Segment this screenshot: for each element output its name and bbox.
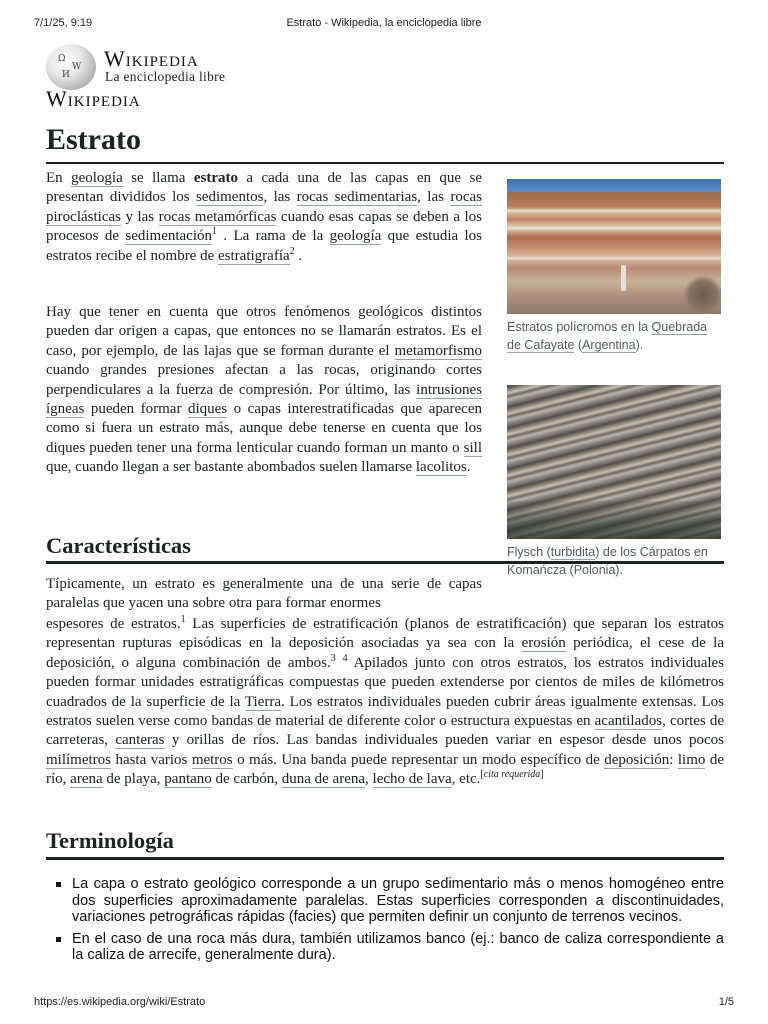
text: de playa, [102,771,165,788]
text: . La rama de la [217,228,330,245]
reference-1[interactable]: 1 [212,226,217,238]
reference-2[interactable]: 2 [289,245,295,257]
link-quebrada-de-cafayate[interactable]: Quebrada de Cafayate [507,320,708,352]
link-rocas-metamorficas[interactable]: rocas metamórficas [158,208,277,225]
person-figure [621,265,626,291]
figure-caption [507,318,721,354]
bold-term-estrato: estrato [193,170,238,186]
text: Las superficies de estratificación (planos de estratificación) que separan los estratos representan rupturas episódicas en la deposición asociadas ya sea con la [46,616,724,652]
text: , [365,771,373,788]
terminology-list [56,876,724,969]
link-deposicion[interactable]: deposición [604,751,670,768]
text: Hay que tener en cuenta que otros fenómenos geológicos distintos pueden dar origen a capas, que entonces no se llamarán estratos. Es el caso, por ejemplo, de las lajas que se forman durante el [46,304,482,359]
link-argentina[interactable]: Argentina [582,338,636,352]
text: o capas interestratificadas que aparecen como si fuera un estrato más, aunque debe tenerse en cuenta que los diques pueden tener una forma lenticular cuando forman un manto o [46,401,482,456]
text: : [669,751,678,768]
link-tierra[interactable]: Tierra [244,693,282,710]
text: Estratos polícromos en la [507,320,652,334]
figure-quebrada-de-cafayate [507,179,721,354]
section-heading-caracteristicas: Características [46,533,191,558]
wikipedia-globe-icon: Ω W И [46,44,96,90]
bullet-icon [56,882,61,887]
link-erosion[interactable]: erosión [521,635,566,652]
paragraph-fenomenos [46,303,482,478]
text: . [294,247,303,264]
text: En [46,170,72,186]
link-canteras[interactable]: canteras [115,732,165,749]
wikipedia-logo[interactable] [46,42,246,111]
text: Apilados junto con otros estratos, los estratos individuales pueden formar unidades estratigráficas compuestas que pueden extenderse por cientos de miles de kilómetros cuadrados de la superficie de la [46,654,725,710]
text: , etc. [451,771,481,788]
print-url: https://es.wikipedia.org/wiki/Estrato [34,996,206,1008]
link-sedimentos[interactable]: sedimentos [195,189,264,206]
section-heading-terminologia: Terminología [46,828,174,853]
link-metros[interactable]: metros [191,751,233,768]
print-header [34,17,734,31]
text: . [466,459,471,476]
list-item-text: En el caso de una roca más dura, también utilizamos banco (ej.: banco de caliza correspondiente a la caliza de arrecife, generalmente dura). [72,930,724,964]
link-lacolitos[interactable]: lacolitos [415,459,467,476]
text: de carbón, [211,771,282,788]
bullet-icon [56,937,61,942]
text: cuando esas capas se deben a los procesos de [46,208,482,245]
text: se llama [122,170,194,186]
link-sedimentacion[interactable]: sedimentación [125,228,212,245]
text: a cada una de las capas en que se presentan divididos los [46,170,482,206]
flysch-photo[interactable] [507,385,721,539]
citation-needed[interactable] [480,769,543,780]
text: de río, [46,751,724,788]
link-rocas-sedimentarias[interactable]: rocas sedimentarias [296,189,418,206]
page-count: 1/5 [718,996,734,1008]
link-intrusiones-igneas[interactable]: intrusiones ígneas [46,381,482,418]
text: que estudia los estratos recibe el nombre de [46,228,482,264]
link-limo[interactable]: limo [677,751,706,768]
link-acantilados[interactable]: acantilados [594,713,663,730]
text: Flysch ( [507,545,551,559]
link-geologia-2[interactable]: geología [329,228,382,245]
text: , cortes de carreteras, [46,713,724,749]
bracket: [ [480,769,484,781]
text: . Los estratos individuales pueden cubrir áreas igualmente extensas. Los estratos suelen verse como bandas de material de diferente color o estructura expuestas en [46,693,724,730]
intro-paragraph [46,169,482,266]
link-geologia[interactable]: geología [71,170,123,186]
text: , las [417,189,451,206]
strata-band [507,257,721,260]
text: Típicamente, un estrato es generalmente una de una serie de capas paralelas que yacen una sobre otra para formar enormes [46,576,482,612]
link-diques[interactable]: diques [187,401,228,418]
text: que, cuando llegan a ser bastante abombados suelen llamarse [46,459,416,476]
citation-needed-label[interactable]: cita requerida [483,769,541,781]
shrub [683,275,721,314]
print-date: 7/1/25, 9:19 [34,17,93,29]
reference-3[interactable]: 3 [330,652,336,664]
text: ). [635,338,644,352]
text: , las [263,189,297,206]
reference-1b[interactable]: 1 [180,614,186,625]
text: ( [574,338,583,352]
print-footer [34,996,734,1010]
figure-caption [507,543,721,579]
text: o más. Una banda puede representar un modo específico de [232,751,605,768]
link-duna-de-arena[interactable]: duna de arena [281,771,366,788]
paragraph-tipicamente [46,575,482,614]
text: hasta varios [111,751,192,768]
link-rocas-piroclasticas[interactable]: rocas piroclásticas [46,189,482,225]
wikipedia-wordmark-secondary: Wikipedia [46,86,141,111]
list-item-text: La capa o estrato geológico corresponde a un grupo sedimentario más o menos homogéneo entre dos superficies aproximadamente paralelas. Estas superficies corresponden a discontinuidades, variaciones petrográficas rápidas (facies) que permiten definir un conjunto de terrenos vecinos. [72,876,724,926]
link-metamorfismo[interactable]: metamorfismo [394,342,482,359]
section-divider [46,857,724,860]
bracket: ] [540,769,544,781]
text: y las [120,208,159,225]
strata-photo-cafayate[interactable] [507,179,721,314]
text: y orillas de ríos. Las bandas individuales pueden variar en espesor desde unos pocos [164,732,725,749]
link-milimetros[interactable]: milímetros [46,751,111,768]
text: periódica, el cese de la deposición, o alguna combinación de ambos. [46,635,725,671]
list-item [56,876,724,926]
list-item [56,931,724,964]
link-pantano[interactable]: pantano [164,771,212,788]
figure-flysch [507,385,721,579]
link-turbidita[interactable]: turbidita [550,545,596,559]
text: cuando grandes presiones afectan a las rocas, originando cortes perpendiculares a la fuerza de compresión. Por último, las [46,362,482,398]
wikipedia-wordmark: Wikipedia [104,46,199,71]
reference-4[interactable]: 4 [342,652,348,664]
text: pueden formar [84,401,188,418]
strata-band [507,227,721,230]
title-divider [46,162,724,164]
link-lecho-de-lava[interactable]: lecho de lava [372,771,452,788]
link-arena[interactable]: arena [70,771,103,788]
strata-band [507,209,721,212]
text: ) de los Cárpatos en Komańcza (Polonia). [507,545,708,577]
wet-rock-base [507,501,721,539]
print-page-title: Estrato - Wikipedia, la enciclopedia libre [286,17,482,29]
text: espesores de estratos. [46,616,181,632]
link-sill[interactable]: sill [463,439,482,456]
paragraph-superficies [46,615,724,790]
wikipedia-tagline: La enciclopedia libre [105,69,226,84]
page-title: Estrato [46,123,141,156]
link-estratigrafia[interactable]: estratigrafía [218,247,290,264]
